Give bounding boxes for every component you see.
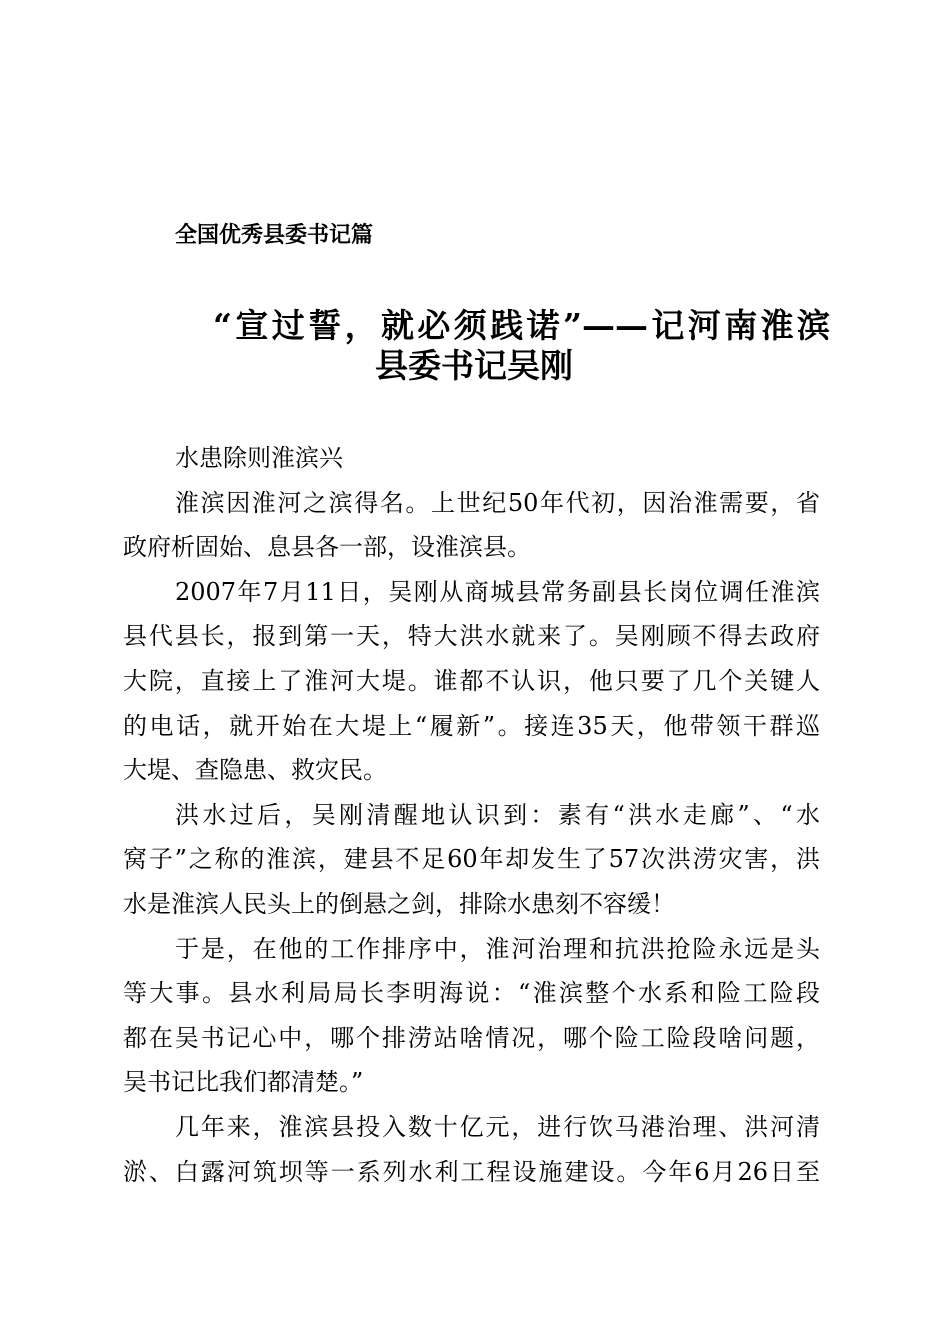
- section-label: 全国优秀县委书记篇: [175, 223, 374, 248]
- subheading: 水患除则淮滨兴: [175, 444, 343, 472]
- paragraph-line: 2007年7月11日，吴刚从商城县常务副县长岗位调任淮滨: [175, 577, 820, 606]
- paragraph-line: 几年来，淮滨县投入数十亿元，进行饮马港治理、洪河清: [175, 1112, 820, 1141]
- article-title-line-1: “宣过誓，就必须践诺”——记河南淮滨: [213, 306, 830, 345]
- paragraph-line: 县代县长，报到第一天，特大洪水就来了。吴刚顾不得去政府: [123, 622, 820, 651]
- article-title-line-2: 县委书记吴刚: [375, 346, 573, 385]
- paragraph-line: 的电话，就开始在大堤上“履新”。接连35天，他带领干群巡: [123, 711, 820, 740]
- paragraph-line: 政府析固始、息县各一部，设淮滨县。: [123, 533, 531, 562]
- paragraph-line: 淮滨因淮河之滨得名。上世纪50年代初，因治淮需要，省: [175, 488, 820, 517]
- paragraph-line: 大堤、查隐患、救灾民。: [123, 756, 387, 785]
- paragraph-line: 都在吴书记心中，哪个排涝站啥情况，哪个险工险段啥问题，: [123, 1023, 820, 1052]
- paragraph-line: 淤、白露河筑坝等一系列水利工程设施建设。今年6月26日至: [123, 1157, 820, 1186]
- paragraph-line: 洪水过后，吴刚清醒地认识到：素有“洪水走廊”、“水: [175, 800, 820, 829]
- paragraph-line: 于是，在他的工作排序中，淮河治理和抗洪抢险永远是头: [175, 934, 820, 963]
- paragraph-line: 水是淮滨人民头上的倒悬之剑，排除水患刻不容缓！: [123, 889, 675, 918]
- paragraph-line: 大院，直接上了淮河大堤。谁都不认识，他只要了几个关键人: [123, 666, 820, 695]
- paragraph-line: 窝子”之称的淮滨，建县不足60年却发生了57次洪涝灾害，洪: [123, 845, 820, 874]
- paragraph-line: 吴书记比我们都清楚。”: [123, 1068, 364, 1097]
- paragraph-line: 等大事。县水利局局长李明海说：“淮滨整个水系和险工险段: [123, 979, 820, 1008]
- article-body: [123, 440, 820, 1198]
